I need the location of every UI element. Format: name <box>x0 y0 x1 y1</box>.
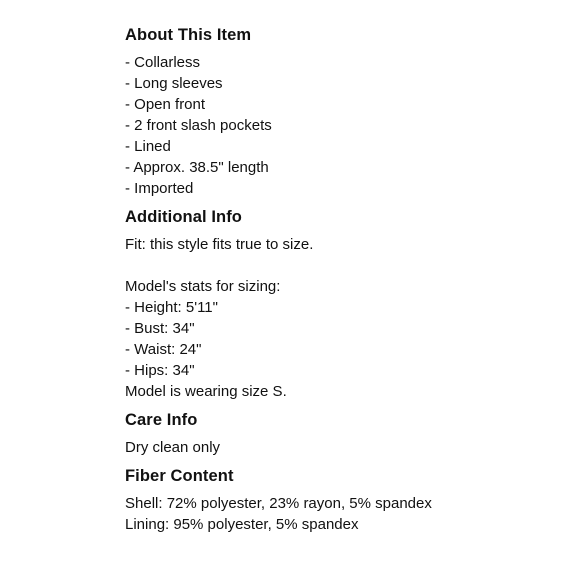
list-item: - Collarless <box>125 54 201 71</box>
fit-text: Fit: this style fits true to size. <box>125 236 314 253</box>
list-item: - Long sleeves <box>125 75 223 92</box>
fiber-content-section <box>125 465 565 535</box>
list-item: - Bust: 34" <box>125 320 195 337</box>
additional-info-section <box>125 206 565 402</box>
list-item: - 2 front slash pockets <box>125 117 272 134</box>
fiber-content-heading: Fiber Content <box>125 467 234 485</box>
care-info-heading: Care Info <box>125 411 198 429</box>
list-item: - Hips: 34" <box>125 362 195 379</box>
model-size-text: Model is wearing size S. <box>125 383 287 400</box>
model-stats-intro: Model's stats for sizing: <box>125 278 281 295</box>
care-text: Dry clean only <box>125 439 221 456</box>
product-details <box>125 24 565 535</box>
list-item: - Approx. 38.5" length <box>125 159 269 176</box>
list-item: - Lined <box>125 138 171 155</box>
lining-fiber-text: Lining: 95% polyester, 5% spandex <box>125 516 359 533</box>
about-section <box>125 24 565 199</box>
shell-fiber-text: Shell: 72% polyester, 23% rayon, 5% spandex <box>125 495 432 512</box>
list-item: - Imported <box>125 180 194 197</box>
list-item: - Waist: 24" <box>125 341 202 358</box>
list-item: - Height: 5'11" <box>125 299 218 316</box>
care-info-section <box>125 409 565 458</box>
about-list <box>125 52 565 199</box>
list-item: - Open front <box>125 96 206 113</box>
model-stats-list <box>125 297 565 381</box>
about-heading: About This Item <box>125 26 252 44</box>
additional-info-heading: Additional Info <box>125 208 242 226</box>
